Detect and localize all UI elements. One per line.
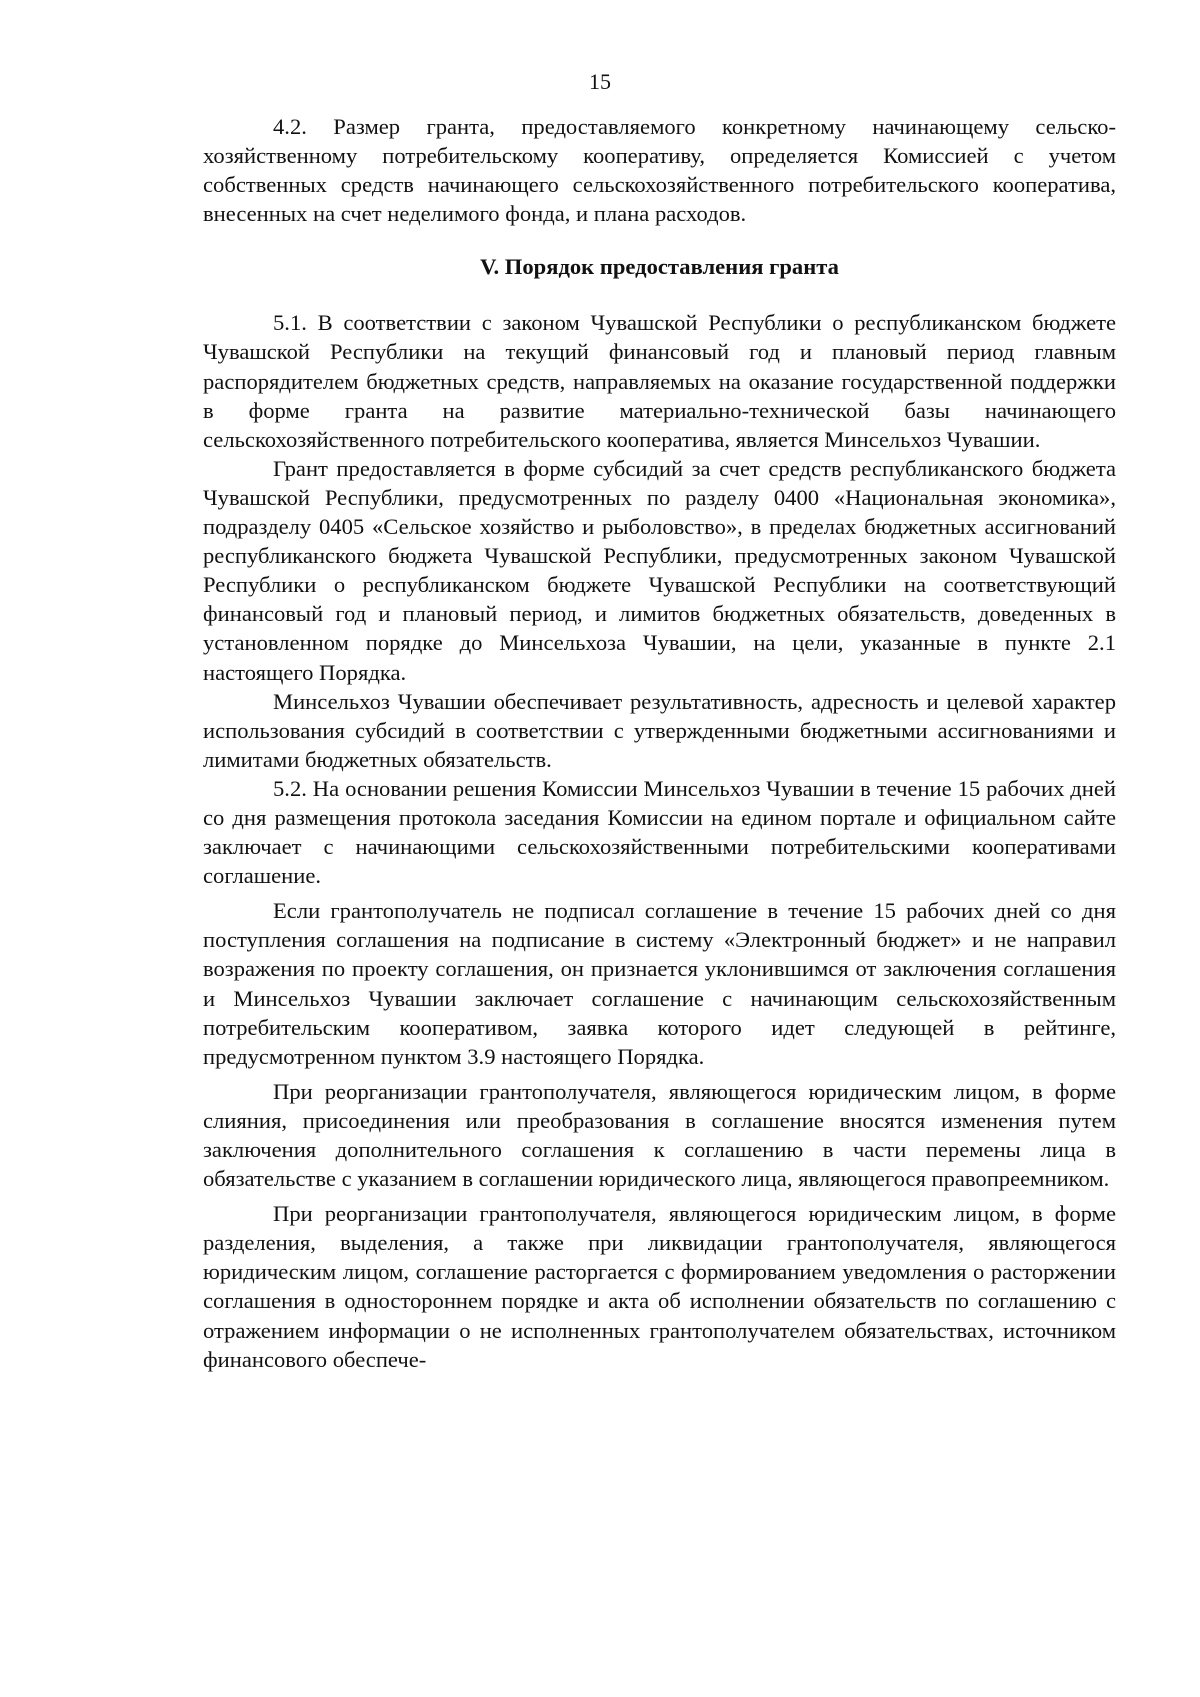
paragraph-5-1: 5.1. В соответствии с законом Чувашской Республики о республиканском бюджете Чувашской Республики на текущий финансовый год и плановый период главным распорядителем бюджетных средств, направляемых на оказание государственной поддержки в форме гранта на развитие материально-технической базы начинающего сельскохозяйственного потребительского кооператива, является Минсельхоз Чувашии. bbox=[203, 310, 1116, 452]
paragraph-unsigned-agreement: Если грантополучатель не подписал соглашение в течение 15 рабочих дней со дня поступления соглашения на подписание в систему «Электронный бюджет» и не направил возражения по проекту соглашения, он признается уклонившимся от заключения соглашения и Минсельхоз Чувашии заключает соглашение с начинающим сельскохозяйственным потребительским кооперативом, заявка которого идет следующей в рейтинге, предусмотренном пунктом 3.9 настоящего Порядка. bbox=[203, 898, 1116, 1069]
page-number: 15 bbox=[589, 69, 611, 94]
paragraph-4-2: 4.2. Размер гранта, предоставляемого конкретному начинающему сельскохозяйственному потребительскому кооперативу, определяется Комиссией с учетом собственных средств начинающего сельскохозяйственного потребительского кооператива, внесенных на счет неделимого фонда, и плана расходов. bbox=[203, 114, 1116, 227]
paragraph-grant-source: Грант предоставляется в форме субсидий за счет средств республиканского бюджета Чувашской Республики, предусмотренных по разделу 0400 «Национальная экономика», подразделу 0405 «Сельское хозяйство и рыболовство», в пределах бюджетных ассигнований республиканского бюджета Чувашской Республики, предусмотренных законом Чувашской Республики о республиканском бюджете Чувашской Республики на соответствующий финансовый год и плановый период, и лимитов бюджетных обязательств, доведенных в установленном порядке до Минсельхоза Чувашии, на цели, указанные в пункте 2.1 настоящего Порядка. bbox=[203, 455, 1116, 685]
paragraph-reorganization-merger: При реорганизации грантополучателя, являющегося юридическим лицом, в форме слияния, присоединения или преобразования в соглашение вносятся изменения путем заключения дополнительного соглашения к соглашению в части перемены лица в обязательстве с указанием в соглашении юридического лица, являющегося правопреемником. bbox=[203, 1078, 1116, 1192]
document-body bbox=[203, 112, 1116, 1374]
paragraph-effectiveness: Минсельхоз Чувашии обеспечивает результативность, адресность и целевой характер использования субсидий в соответствии с утвержденными бюджетными ассигнованиями и лимитами бюджетных обязательств. bbox=[203, 688, 1116, 772]
paragraph-reorganization-division: При реорганизации грантополучателя, являющегося юридическим лицом, в форме разделения, выделения, а также при ликвидации грантополучателя, являющегося юридическим лицом, соглашение расторгается с формированием уведомления о расторжении соглашения в одностороннем порядке и акта об исполнении обязательств по соглашению с отражением информации о не исполненных грантополучателем обязательствах, источником финансового обеспече- bbox=[203, 1201, 1116, 1372]
section-heading: V. Порядок предоставления гранта bbox=[480, 254, 839, 280]
paragraph-5-2: 5.2. На основании решения Комиссии Минсельхоз Чувашии в течение 15 рабочих дней со дня размещения протокола заседания Комиссии на едином портале и официальном сайте заключает с начинающими сельскохозяйственными потребительскими кооперативами соглашение. bbox=[203, 775, 1116, 889]
